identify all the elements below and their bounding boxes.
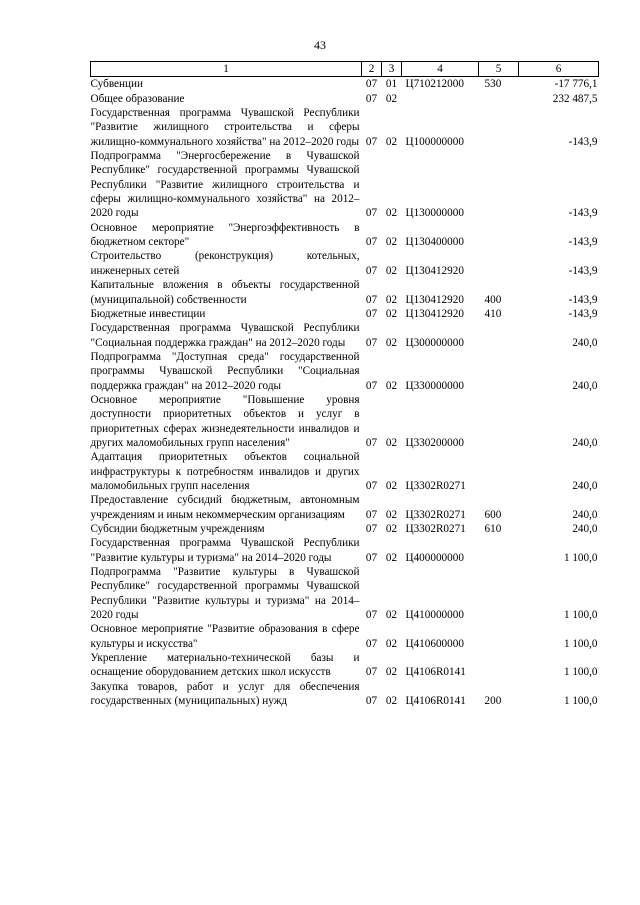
row-target-article-cell: Ц130412920: [405, 264, 464, 277]
row-amount-cell: 1 100,0: [563, 551, 598, 564]
row-amount-cell: -143,9: [568, 236, 598, 249]
row-amount-cell: 1 100,0: [563, 609, 598, 622]
row-name-cell: Адаптация приоритетных объектов социальной инфраструктуры к потребностям инвалидов и других маломобильных групп населения: [90, 451, 360, 492]
row-name-cell: Бюджетные инвестиции: [90, 307, 206, 320]
row-name-cell: Предоставление субсидий бюджетным, автономным учреждениям и иным некоммерческим организациям: [90, 494, 360, 521]
row-expense-type-cell: 610: [484, 523, 502, 535]
row-target-article-cell: Ц330200000: [405, 436, 464, 449]
row-amount-cell: 240,0: [572, 379, 598, 392]
row-target-article-cell: Ц3302R0271: [405, 508, 466, 521]
row-section-cell: 07: [365, 92, 378, 105]
row-subsection-cell: 02: [385, 207, 398, 220]
row-section-cell: 07: [365, 436, 378, 449]
row-section-cell: 07: [365, 379, 378, 392]
header-col-amount: 6: [519, 62, 599, 77]
row-expense-type-cell: 410: [484, 307, 502, 320]
row-name-cell: Государственная программа Чувашской Республики "Развитие жилищного строительства и сферы жилищно-коммунального хозяйства" на 2012–2020 годы: [90, 107, 360, 148]
row-subsection-cell: 02: [385, 508, 398, 521]
table-row: [91, 536, 599, 565]
row-target-article-cell: Ц710212000: [405, 78, 464, 91]
row-amount-cell: 240,0: [572, 523, 598, 535]
table-row: [91, 278, 599, 307]
header-col-section: 2: [362, 62, 382, 77]
row-amount-cell: 232 487,5: [552, 92, 598, 105]
row-expense-type-cell: [479, 622, 519, 651]
row-expense-type-cell: [479, 450, 519, 493]
row-target-article-cell: Ц130400000: [405, 236, 464, 249]
row-subsection-cell: 02: [385, 479, 398, 492]
row-target-article-cell: Ц3302R0271: [405, 523, 466, 535]
row-name-cell: Субвенции: [90, 78, 143, 91]
row-section-cell: 07: [365, 207, 378, 220]
row-name-cell: Основное мероприятие "Повышение уровня доступности приоритетных объектов и услуг в приоритетных сферах жизнедеятельности инвалидов и других маломобильных групп населения": [90, 393, 360, 449]
row-section-cell: 07: [365, 479, 378, 492]
row-target-article-cell: Ц300000000: [405, 336, 464, 349]
row-subsection-cell: 02: [385, 92, 398, 105]
row-section-cell: 07: [365, 293, 378, 306]
row-subsection-cell: 02: [385, 637, 398, 650]
row-amount-cell: -143,9: [568, 135, 598, 148]
table-row: [91, 565, 599, 622]
row-amount-cell: 240,0: [572, 508, 598, 521]
row-name-cell: Строительство (реконструкция) котельных, инженерных сетей: [90, 250, 360, 277]
table-row: [91, 249, 599, 278]
table-row: [91, 680, 599, 709]
row-subsection-cell: 02: [385, 436, 398, 449]
row-section-cell: 07: [365, 666, 378, 679]
row-subsection-cell: 02: [385, 551, 398, 564]
row-section-cell: 07: [365, 508, 378, 521]
table-row: [91, 350, 599, 393]
row-name-cell: Государственная программа Чувашской Республики "Социальная поддержка граждан" на 2012–2020 годы: [90, 322, 360, 349]
table-row: [91, 149, 599, 221]
table-row: [91, 393, 599, 450]
table-row: [91, 321, 599, 350]
row-expense-type-cell: 200: [484, 695, 502, 708]
row-expense-type-cell: [479, 92, 519, 106]
row-section-cell: 07: [365, 637, 378, 650]
row-section-cell: 07: [365, 695, 378, 708]
header-col-expense-type: 5: [479, 62, 519, 77]
row-amount-cell: 240,0: [572, 436, 598, 449]
table-row: [91, 651, 599, 680]
row-amount-cell: 1 100,0: [563, 695, 598, 708]
row-amount-cell: 240,0: [572, 479, 598, 492]
row-target-article-cell: Ц130412920: [405, 293, 464, 306]
row-name-cell: Подпрограмма "Энергосбережение в Чувашской Республике" государственной программы Чувашской Республики "Развитие жилищного строительства и сферы жилищно-коммунального хозяйства" на 2012–2020 годы: [90, 150, 360, 220]
row-target-article-cell: Ц330000000: [405, 379, 464, 392]
row-section-cell: 07: [365, 551, 378, 564]
row-subsection-cell: 02: [385, 236, 398, 249]
header-col-target-article: 4: [402, 62, 479, 77]
page-number: 43: [314, 38, 326, 52]
row-section-cell: 07: [365, 609, 378, 622]
table-row: [91, 106, 599, 149]
row-subsection-cell: 01: [385, 78, 398, 91]
row-subsection-cell: 02: [385, 379, 398, 392]
row-name-cell: Укрепление материально-технической базы и оснащение оборудованием детских школ искусств: [90, 652, 360, 679]
row-name-cell: Общее образование: [90, 92, 185, 105]
row-section-cell: 07: [365, 236, 378, 249]
table-row: [91, 307, 599, 321]
row-name-cell: Основное мероприятие "Развитие образования в сфере культуры и искусства": [90, 623, 360, 650]
row-expense-type-cell: 600: [484, 508, 502, 521]
row-amount-cell: -17 776,1: [554, 78, 598, 91]
table-row: [91, 493, 599, 522]
row-amount-cell: -143,9: [568, 307, 598, 320]
row-amount-cell: 1 100,0: [563, 666, 598, 679]
row-name-cell: Подпрограмма "Развитие культуры в Чувашской Республике" государственной программы Чувашской Республики "Развитие культуры и туризма" на 2014–2020 годы: [90, 566, 360, 622]
row-section-cell: 07: [365, 307, 378, 320]
row-expense-type-cell: 530: [484, 78, 502, 91]
row-target-article-cell: Ц130412920: [405, 307, 464, 320]
row-subsection-cell: 02: [385, 135, 398, 148]
row-section-cell: 07: [365, 135, 378, 148]
row-section-cell: 07: [365, 336, 378, 349]
row-expense-type-cell: [479, 565, 519, 622]
row-target-article-cell: Ц410600000: [405, 637, 464, 650]
row-name-cell: Капитальные вложения в объекты государственной (муниципальной) собственности: [90, 279, 360, 306]
row-expense-type-cell: [479, 221, 519, 250]
header-col-subsection: 3: [382, 62, 402, 77]
row-target-article-cell: Ц4106R0141: [405, 666, 466, 679]
row-target-article-cell: Ц4106R0141: [405, 695, 466, 708]
row-amount-cell: 1 100,0: [563, 637, 598, 650]
table-row: [91, 221, 599, 250]
row-expense-type-cell: 400: [484, 293, 502, 306]
row-target-article-cell: [402, 92, 479, 106]
budget-table: [90, 61, 599, 708]
row-name-cell: Подпрограмма "Доступная среда" государственной программы Чувашской Республики "Социальная поддержка граждан" на 2012–2020 годы: [90, 350, 360, 392]
row-section-cell: 07: [365, 264, 378, 277]
row-subsection-cell: 02: [385, 264, 398, 277]
table-header: [91, 62, 599, 77]
row-expense-type-cell: [479, 393, 519, 450]
row-subsection-cell: 02: [385, 293, 398, 306]
table-row: [91, 450, 599, 493]
row-name-cell: Государственная программа Чувашской Республики "Развитие культуры и туризма" на 2014–2020 годы: [90, 537, 360, 564]
row-amount-cell: -143,9: [568, 207, 598, 220]
row-amount-cell: 240,0: [572, 336, 598, 349]
table-body: [91, 77, 599, 709]
row-target-article-cell: Ц400000000: [405, 551, 464, 564]
row-subsection-cell: 02: [385, 523, 398, 535]
table-row: [91, 92, 599, 106]
row-expense-type-cell: [479, 536, 519, 565]
row-target-article-cell: Ц410000000: [405, 609, 464, 622]
table-row: [91, 522, 599, 536]
row-expense-type-cell: [479, 321, 519, 350]
row-expense-type-cell: [479, 350, 519, 393]
row-subsection-cell: 02: [385, 336, 398, 349]
row-name-cell: Закупка товаров, работ и услуг для обеспечения государственных (муниципальных) нужд: [90, 680, 360, 708]
row-name-cell: Субсидии бюджетным учреждениям: [90, 523, 265, 535]
header-col-name: 1: [91, 62, 362, 77]
table-row: [91, 622, 599, 651]
row-expense-type-cell: [479, 106, 519, 149]
row-name-cell: Основное мероприятие "Энергоэффективность в бюджетном секторе": [90, 221, 360, 249]
row-target-article-cell: Ц100000000: [405, 135, 464, 148]
row-target-article-cell: Ц130000000: [405, 207, 464, 220]
row-expense-type-cell: [479, 149, 519, 221]
row-amount-cell: -143,9: [568, 293, 598, 306]
row-section-cell: 07: [365, 78, 378, 91]
row-subsection-cell: 02: [385, 609, 398, 622]
row-section-cell: 07: [365, 523, 378, 535]
row-expense-type-cell: [479, 651, 519, 680]
table-row: [91, 77, 599, 92]
row-subsection-cell: 02: [385, 307, 398, 320]
row-target-article-cell: Ц3302R0271: [405, 479, 466, 492]
row-subsection-cell: 02: [385, 695, 398, 708]
row-amount-cell: -143,9: [568, 264, 598, 277]
row-subsection-cell: 02: [385, 666, 398, 679]
row-expense-type-cell: [479, 249, 519, 278]
